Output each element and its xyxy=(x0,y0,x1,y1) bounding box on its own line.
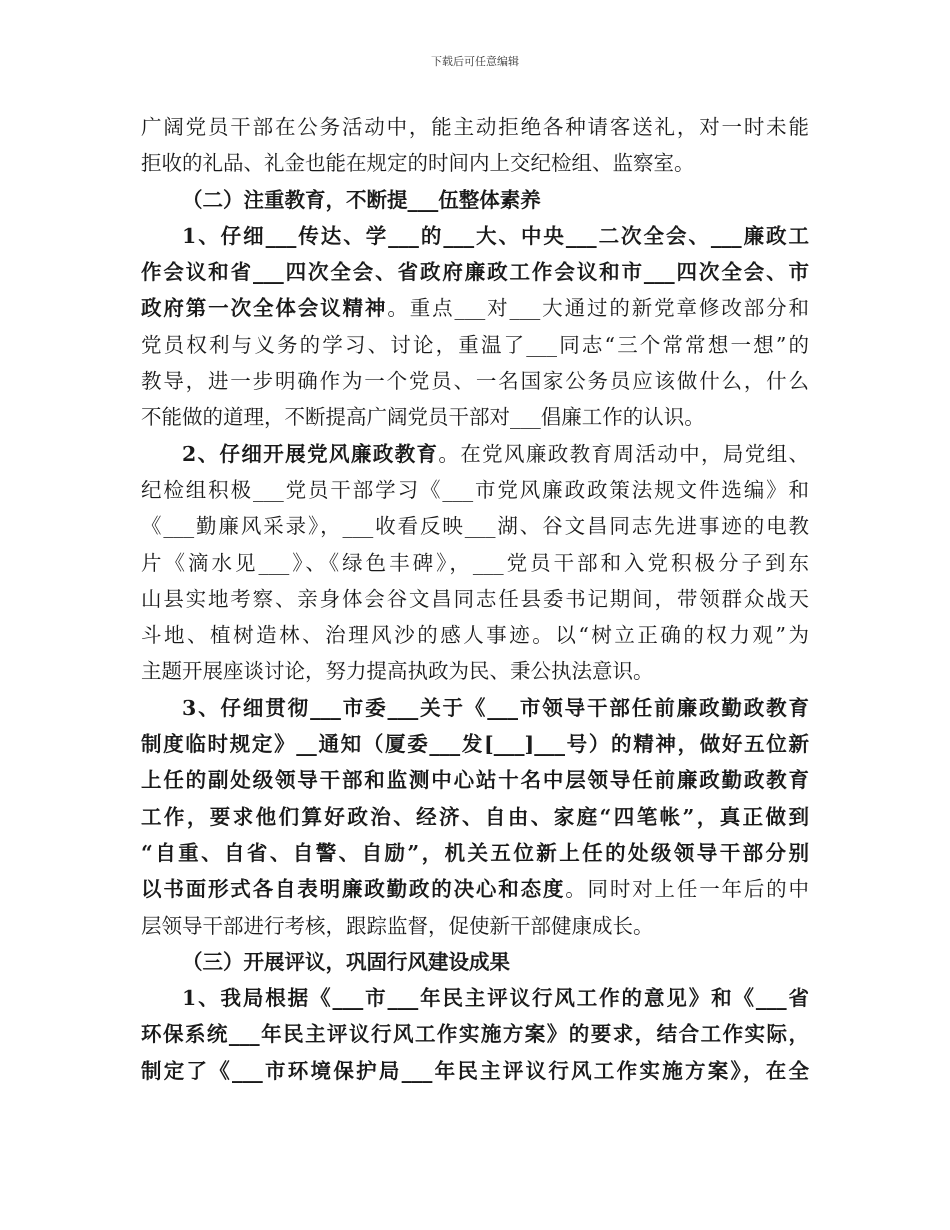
bold-text-segment: （二）注重教育，不断提___伍整体素养 xyxy=(182,187,541,212)
text-line xyxy=(141,545,809,581)
text-line xyxy=(141,835,809,871)
text-segment: 《___勤廉风采录》，___收看反映___湖、谷文昌同志先进事迹的电教 xyxy=(141,514,809,539)
text-line xyxy=(141,944,809,980)
text-segment: 山县实地考察、亲身体会谷文昌同志任县委书记期间，带领群众战天 xyxy=(141,586,809,611)
page-header: 下载后可任意编辑 xyxy=(431,55,519,68)
bold-text-segment: 制定了《___市环境保护局___年民主评议行风工作实施方案》，在全 xyxy=(141,1058,809,1083)
text-line xyxy=(141,581,809,617)
bold-text-segment: 3、仔细贯彻___市委___关于《___市领导干部任前廉政勤政教育 xyxy=(182,695,809,720)
text-segment: 党员权利与义务的学习、讨论，重温了___同志“三个常常想一想”的 xyxy=(141,332,809,357)
text-segment: 。同时对上任一年后的中 xyxy=(565,877,809,902)
text-line xyxy=(141,799,809,835)
text-segment: 层领导干部进行考核，跟踪监督，促使新干部健康成长。 xyxy=(141,913,654,938)
bold-text-segment: 上任的副处级领导干部和监测中心站十名中层领导任前廉政勤政教育 xyxy=(141,768,809,793)
text-line xyxy=(141,254,809,290)
text-line xyxy=(141,726,809,762)
bold-text-segment: 作会议和省___四次全会、省政府廉政工作会议和市___四次全会、市 xyxy=(141,260,809,285)
text-line xyxy=(141,1016,809,1052)
text-line xyxy=(141,908,809,944)
bold-text-segment: 以书面形式各自表明廉政勤政的决心和态度 xyxy=(141,877,566,902)
bold-text-segment: （三）开展评议，巩固行风建设成果 xyxy=(182,949,510,974)
text-line xyxy=(141,363,809,399)
text-line xyxy=(141,762,809,798)
text-segment: 。重点___对___大通过的新党章修改部分和 xyxy=(387,296,809,321)
bold-text-segment: 工作，要求他们算好政治、经济、自由、家庭“四笔帐”，真正做到 xyxy=(141,804,809,829)
text-line xyxy=(141,871,809,907)
text-segment: 片《滴水见___》、《绿色丰碑》，___党员干部和入党积极分子到东 xyxy=(141,550,809,575)
text-line xyxy=(141,980,809,1016)
text-line xyxy=(141,399,809,435)
text-line xyxy=(141,617,809,653)
bold-text-segment: “自重、自省、自警、自励”，机关五位新上任的处级领导干部分别 xyxy=(141,840,809,865)
bold-text-segment: 1、我局根据《___市___年民主评议行风工作的意见》和《___省 xyxy=(182,986,809,1011)
bold-text-segment: 环保系统___年民主评议行风工作实施方案》的要求，结合工作实际， xyxy=(141,1022,809,1047)
text-line xyxy=(141,472,809,508)
text-line xyxy=(141,182,809,218)
text-segment: 不能做的道理，不断提高广阔党员干部对___倡廉工作的认识。 xyxy=(141,405,705,430)
bold-text-segment: 1、仔细___传达、学___的___大、中央___二次全会、___廉政工 xyxy=(182,223,809,248)
text-segment: 教导，进一步明确作为一个党员、一名国家公务员应该做什么，什么 xyxy=(141,369,809,394)
text-line xyxy=(141,290,809,326)
bold-text-segment: 政府第一次全体会议精神 xyxy=(141,296,388,321)
text-line xyxy=(141,653,809,689)
text-segment: 拒收的礼品、礼金也能在规定的时间内上交纪检组、监察室。 xyxy=(141,151,695,176)
text-line xyxy=(141,508,809,544)
text-segment: 广阔党员干部在公务活动中，能主动拒绝各种请客送礼，对一时未能 xyxy=(141,115,809,139)
text-line xyxy=(141,327,809,363)
text-line xyxy=(141,1053,809,1089)
text-line xyxy=(141,218,809,254)
text-segment: 斗地、植树造林、治理风沙的感人事迹。以“树立正确的权力观”为 xyxy=(141,623,809,648)
bold-text-segment: 2、仔细开展党风廉政教育 xyxy=(182,441,439,466)
text-line xyxy=(141,690,809,726)
bold-text-segment: 制度临时规定》__通知（厦委___发[___]___号）的精神，做好五位新 xyxy=(141,732,809,757)
text-line xyxy=(141,145,809,181)
text-segment: 。在党风廉政教育周活动中，局党组、 xyxy=(438,441,809,466)
document-body xyxy=(141,109,809,1089)
text-line xyxy=(141,436,809,472)
text-line xyxy=(141,109,809,145)
text-segment: 主题开展座谈讨论，努力提高执政为民、秉公执法意识。 xyxy=(141,659,654,684)
text-segment: 纪检组积极___党员干部学习《___市党风廉政政策法规文件选编》和 xyxy=(141,477,809,502)
